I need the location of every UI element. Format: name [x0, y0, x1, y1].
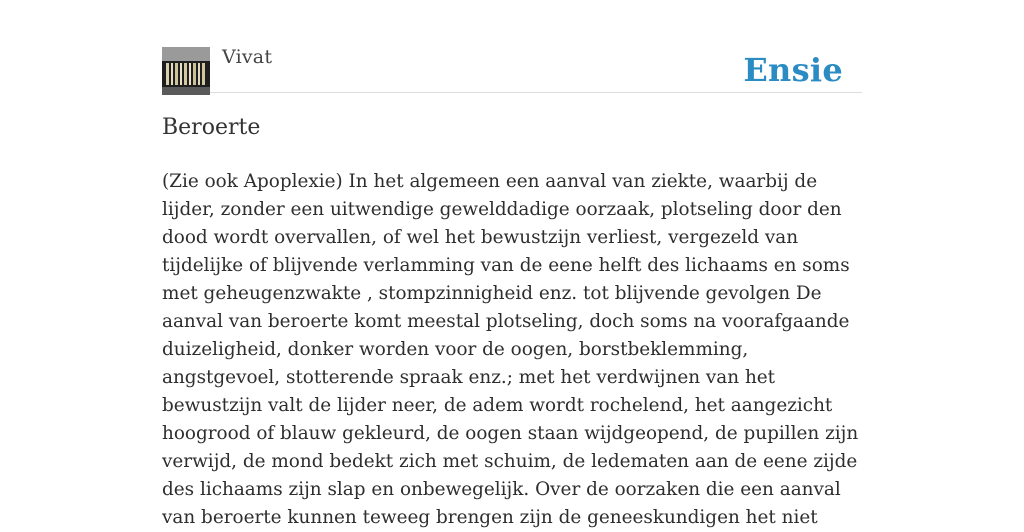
page-header — [162, 46, 862, 93]
book-spines-icon[interactable] — [162, 47, 210, 95]
article-title: Beroerte — [162, 115, 261, 140]
source-name[interactable]: Vivat — [222, 46, 273, 68]
ensie-logo[interactable]: Ensie — [743, 51, 843, 89]
article-body: (Zie ook Apoplexie) In het algemeen een aanval van ziekte, waarbij de lijder, zonder een uitwendige gewelddadige oorzaak, plotseling door den dood wordt overvallen, of wel het bewustzijn verliest, vergezeld van tijdelijke of blijvende verlamming van de eene helft des lichaams en soms met geheugenzwakte , stompzinnigheid enz. tot blijvende gevolgen De aanval van beroerte komt meestal plotseling, doch soms na voorafgaande duizeligheid, donker worden voor de oogen, borstbeklemming, angstgevoel, stotterende spraak enz.; met het verdwijnen van het bewustzijn valt de lijder neer, de adem wordt rochelend, het aangezicht hoogrood of blauw gekleurd, de oogen staan wijdgeopend, de pupillen zijn verwijd, de mond bedekt zich met schuim, de ledematen aan de eene zijde des lichaams zijn slap en onbewegelijk. Over de oorzaken die een aanval van beroerte kunnen teweeg brengen zijn de geneeskundigen het niet — [162, 171, 859, 528]
